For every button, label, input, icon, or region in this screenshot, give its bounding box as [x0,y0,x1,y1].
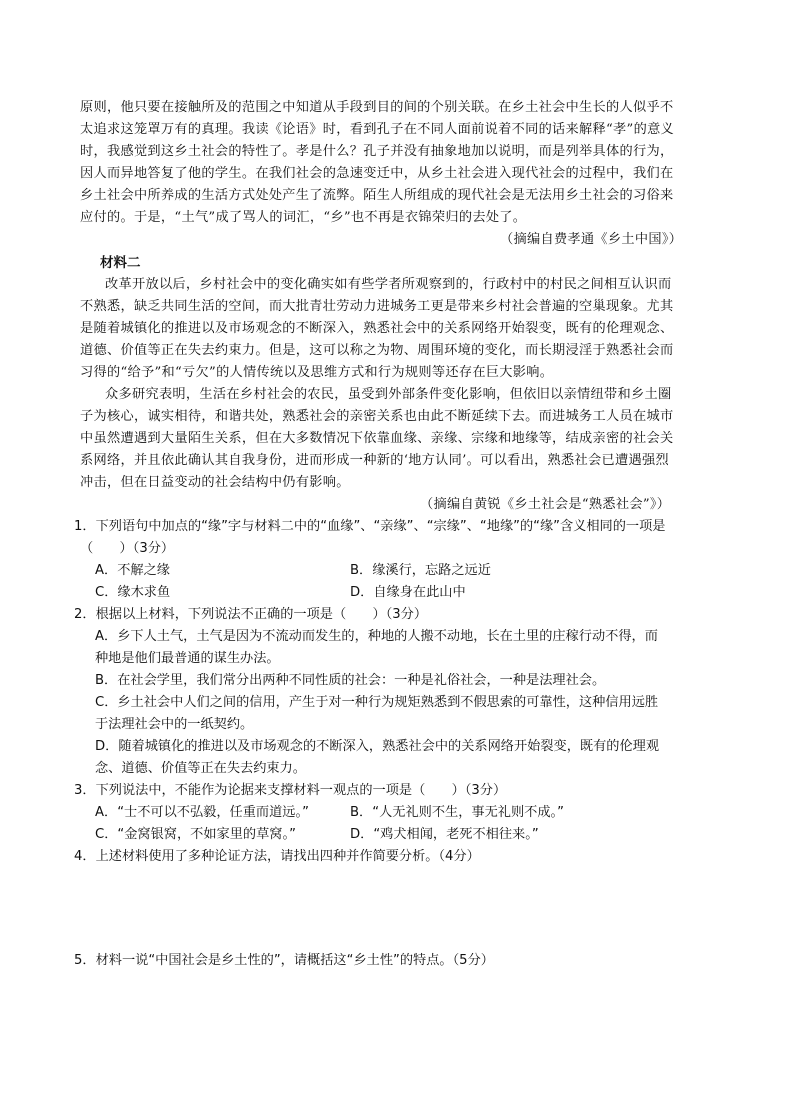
question-stem: 3．下列说法中，不能作为论据来支撑材料一观点的一项是（ ）（3分） [74,783,507,798]
paragraph-line: 道德、价值等正在失去约束力。但是，这可以称之为物、周围环境的变化，而长期浸淫于熟悉社会而 [80,343,674,358]
source-citation: （摘编自费孝通《乡土中国》） [500,232,683,247]
paragraph-line: 因人而异地答复了他的学生。在我们社会的急速变迁中，从乡土社会进入现代社会的过程中，我们在 [80,166,674,181]
paragraph-line: 中虽然遭遇到大量陌生关系，但在大多数情况下依靠血缘、亲缘、宗缘和地缘等，结成亲密的社会关 [80,431,674,446]
question-5: 5．材料一说“中国社会是乡土性的”，请概括这“乡土性”的特点。（5分） [74,953,494,968]
option-a-cont: 种地是他们最普通的谋生办法。 [95,651,280,666]
question-stem-cont: （ ）（3分） [80,541,175,556]
option-d: D．自缘身在此山中 [350,585,466,600]
option-d-cont: 念、道德、价值等正在失去约束力。 [95,761,306,776]
question-stem: 2．根据以上材料，下列说法不正确的一项是（ ）（3分） [74,607,428,622]
option-d: D．随着城镇化的推进以及市场观念的不断深入，熟悉社会中的关系网络开始裂变，既有的伦理观 [95,739,660,754]
option-c: C．缘木求鱼 [95,585,171,600]
paragraph-line: 乡土社会中所养成的生活方式处处产生了流弊。陌生人所组成的现代社会是无法用乡土社会的习俗来 [80,188,674,203]
paragraph-line: 习得的“给予”和“亏欠”的人情传统以及思维方式和行为规则等还存在巨大影响。 [80,365,554,380]
question-4: 4．上述材料使用了多种论证方法，请找出四种并作简要分析。（4分） [74,849,480,864]
option-c: C．乡土社会中人们之间的信用，产生于对一种行为规矩熟悉到不假思索的可靠性，这种信用远胜 [95,695,659,710]
question-stem: 1．下列语句中加点的“缘”字与材料二中的“血缘”、“亲缘”、“宗缘”、“地缘”的“缘”含义相同的一项是 [74,519,666,534]
paragraph-line: 应付的。于是，“土气”成了骂人的词汇，“乡”也不再是衣锦荣归的去处了。 [80,210,527,225]
paragraph-line: 是随着城镇化的推进以及市场观念的不断深入，熟悉社会中的关系网络开始裂变，既有的伦理观念、 [80,321,674,336]
option-b: B．“人无礼则不生，事无礼则不成。” [350,805,564,820]
option-a: A．不解之缘 [95,563,170,578]
option-d: D．“鸡犬相闻，老死不相往来。” [350,827,539,842]
paragraph-line: 太追求这笼罩万有的真理。我读《论语》时，看到孔子在不同人面前说着不同的话来解释“孝”的意义 [80,122,675,137]
option-a: A．乡下人土气，土气是因为不流动而发生的，种地的人搬不动地，长在土里的庄稼行动不得，而 [95,629,658,644]
option-a: A．“士不可以不弘毅，任重而道远。” [95,805,309,820]
option-c-cont: 于法理社会中的一纸契约。 [95,717,254,732]
paragraph-line: 不熟悉，缺乏共同生活的空间，而大批青壮劳动力进城务工更是带来乡村社会普遍的空巢现象。尤其 [80,299,674,314]
paragraph-line: 冲击，但在日益变动的社会结构中仍有影响。 [80,475,350,490]
paragraph-line: 众多研究表明，生活在乡村社会的农民，虽受到外部条件变化影响，但依旧以亲情纽带和乡土圈 [105,387,672,402]
paragraph-line: 时，我感觉到这乡土社会的特性了。孝是什么？孔子并没有抽象地加以说明，而是列举具体的行为， [80,144,674,159]
option-b: B．在社会学里，我们常分出两种不同性质的社会：一种是礼俗社会，一种是法理社会。 [95,673,606,688]
paragraph-line: 改革开放以后，乡村社会中的变化确实如有些学者所观察到的，行政村中的村民之间相互认识而 [105,277,672,292]
option-b: B．缘溪行，忘路之远近 [350,563,491,578]
section-heading: 材料二 [100,255,141,271]
paragraph-line: 原则，他只要在接触所及的范围之中知道从手段到目的间的个别关联。在乡土社会中生长的人似乎不 [80,100,674,115]
source-citation: （摘编自黄锐《乡土社会是“熟悉社会”》） [420,497,671,512]
paragraph-line: 系网络，并且依此确认其自我身份，进而形成一种新的‘地方认同’。可以看出，熟悉社会已遭遇强烈 [80,453,669,468]
option-c: C．“金窝银窝，不如家里的草窝。” [95,827,296,842]
paragraph-line: 子为核心，诚实相待，和谐共处，熟悉社会的亲密关系也由此不断延续下去。而进城务工人员在城市 [80,409,674,424]
